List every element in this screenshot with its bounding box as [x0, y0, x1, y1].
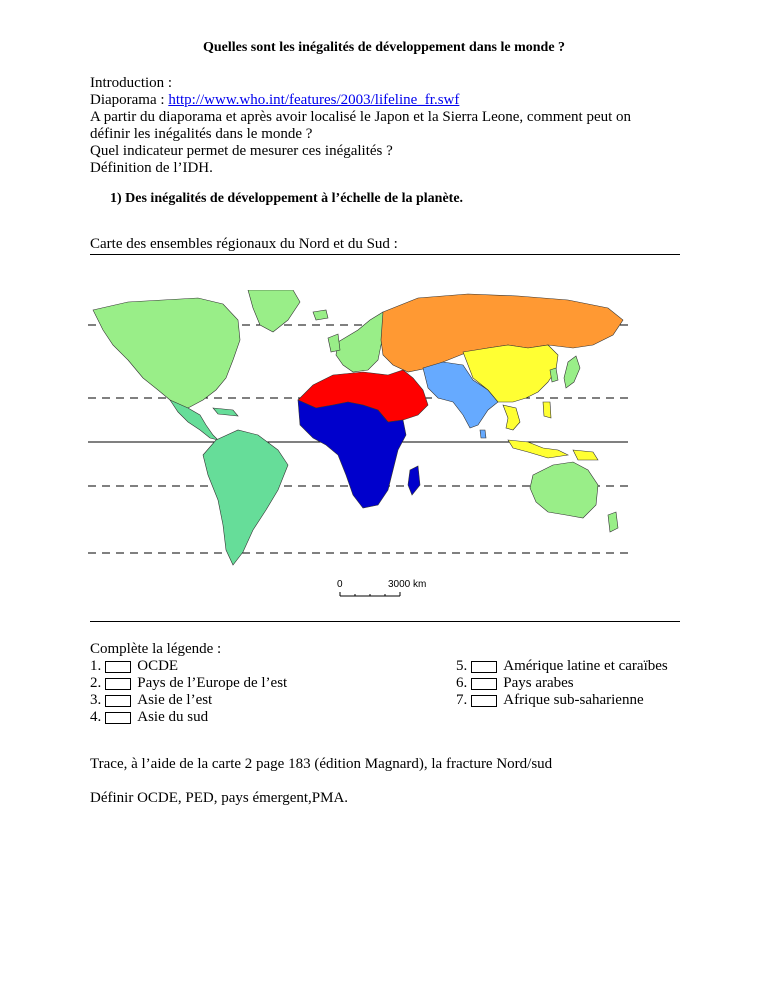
legend-box-4[interactable] — [105, 712, 131, 724]
region-central-america — [170, 400, 218, 440]
legend-box-6[interactable] — [471, 678, 497, 690]
legend-box-1[interactable] — [105, 661, 131, 673]
legend-item-6: 6. Pays arabes — [456, 675, 574, 691]
region-western-europe — [336, 312, 388, 372]
region-new-zealand — [608, 512, 618, 532]
legend-box-7[interactable] — [471, 695, 497, 707]
world-map — [88, 290, 628, 605]
region-greenland — [248, 290, 300, 332]
region-philippines — [543, 402, 551, 418]
region-iceland — [313, 310, 328, 320]
section-heading: 1) Des inégalités de développement à l’échelle de la planète. — [110, 191, 464, 206]
legend-box-5[interactable] — [471, 661, 497, 673]
scale-end-label: 3000 km — [388, 579, 427, 590]
intro-line-3: A partir du diaporama et après avoir localisé le Japon et la Sierra Leone, comment peut on — [90, 109, 632, 125]
legend-item-2: 2. Pays de l’Europe de l’est — [90, 675, 288, 691]
region-korea — [550, 368, 558, 382]
legend-item-5: 5. Amérique latine et caraïbes — [456, 658, 668, 674]
intro-line-6: Définition de l’IDH. — [90, 160, 213, 176]
region-australia — [530, 462, 598, 518]
diaporama-label: Diaporama : — [90, 92, 169, 108]
legend-box-3[interactable] — [105, 695, 131, 707]
region-indonesia — [508, 440, 568, 458]
task-define: Définir OCDE, PED, pays émergent,PMA. — [90, 790, 349, 806]
scale-bar — [340, 592, 400, 596]
map-caption: Carte des ensembles régionaux du Nord et du Sud : — [90, 236, 398, 252]
intro-heading: Introduction : — [90, 75, 173, 91]
region-madagascar — [408, 466, 420, 495]
legend-item-4: 4. Asie du sud — [90, 709, 209, 725]
region-japan — [564, 356, 580, 388]
region-sri-lanka — [480, 430, 486, 438]
region-north-america — [93, 298, 240, 410]
legend-item-7: 7. Afrique sub-saharienne — [456, 692, 644, 708]
intro-line-4: définir les inégalités dans le monde ? — [90, 126, 313, 142]
region-papua — [573, 450, 598, 460]
legend-box-2[interactable] — [105, 678, 131, 690]
region-south-america — [203, 430, 288, 565]
task-trace: Trace, à l’aide de la carte 2 page 183 (édition Magnard), la fracture Nord/sud — [90, 756, 553, 772]
scale-start-label: 0 — [337, 579, 343, 590]
region-british-isles — [328, 334, 340, 352]
divider-top — [90, 254, 680, 255]
diaporama-link[interactable]: http://www.who.int/features/2003/lifeline_fr.swf — [168, 92, 460, 108]
diaporama-line — [90, 92, 459, 109]
region-caribbean — [213, 408, 238, 416]
region-southeast-asia — [503, 405, 520, 430]
legend-item-1: 1. OCDE — [90, 658, 179, 674]
legend-item-3: 3. Asie de l’est — [90, 692, 213, 708]
page-title: Quelles sont les inégalités de développement dans le monde ? — [202, 40, 566, 55]
divider-bottom — [90, 621, 680, 622]
legend-heading: Complète la légende : — [90, 641, 222, 657]
intro-line-5: Quel indicateur permet de mesurer ces inégalités ? — [90, 143, 393, 159]
